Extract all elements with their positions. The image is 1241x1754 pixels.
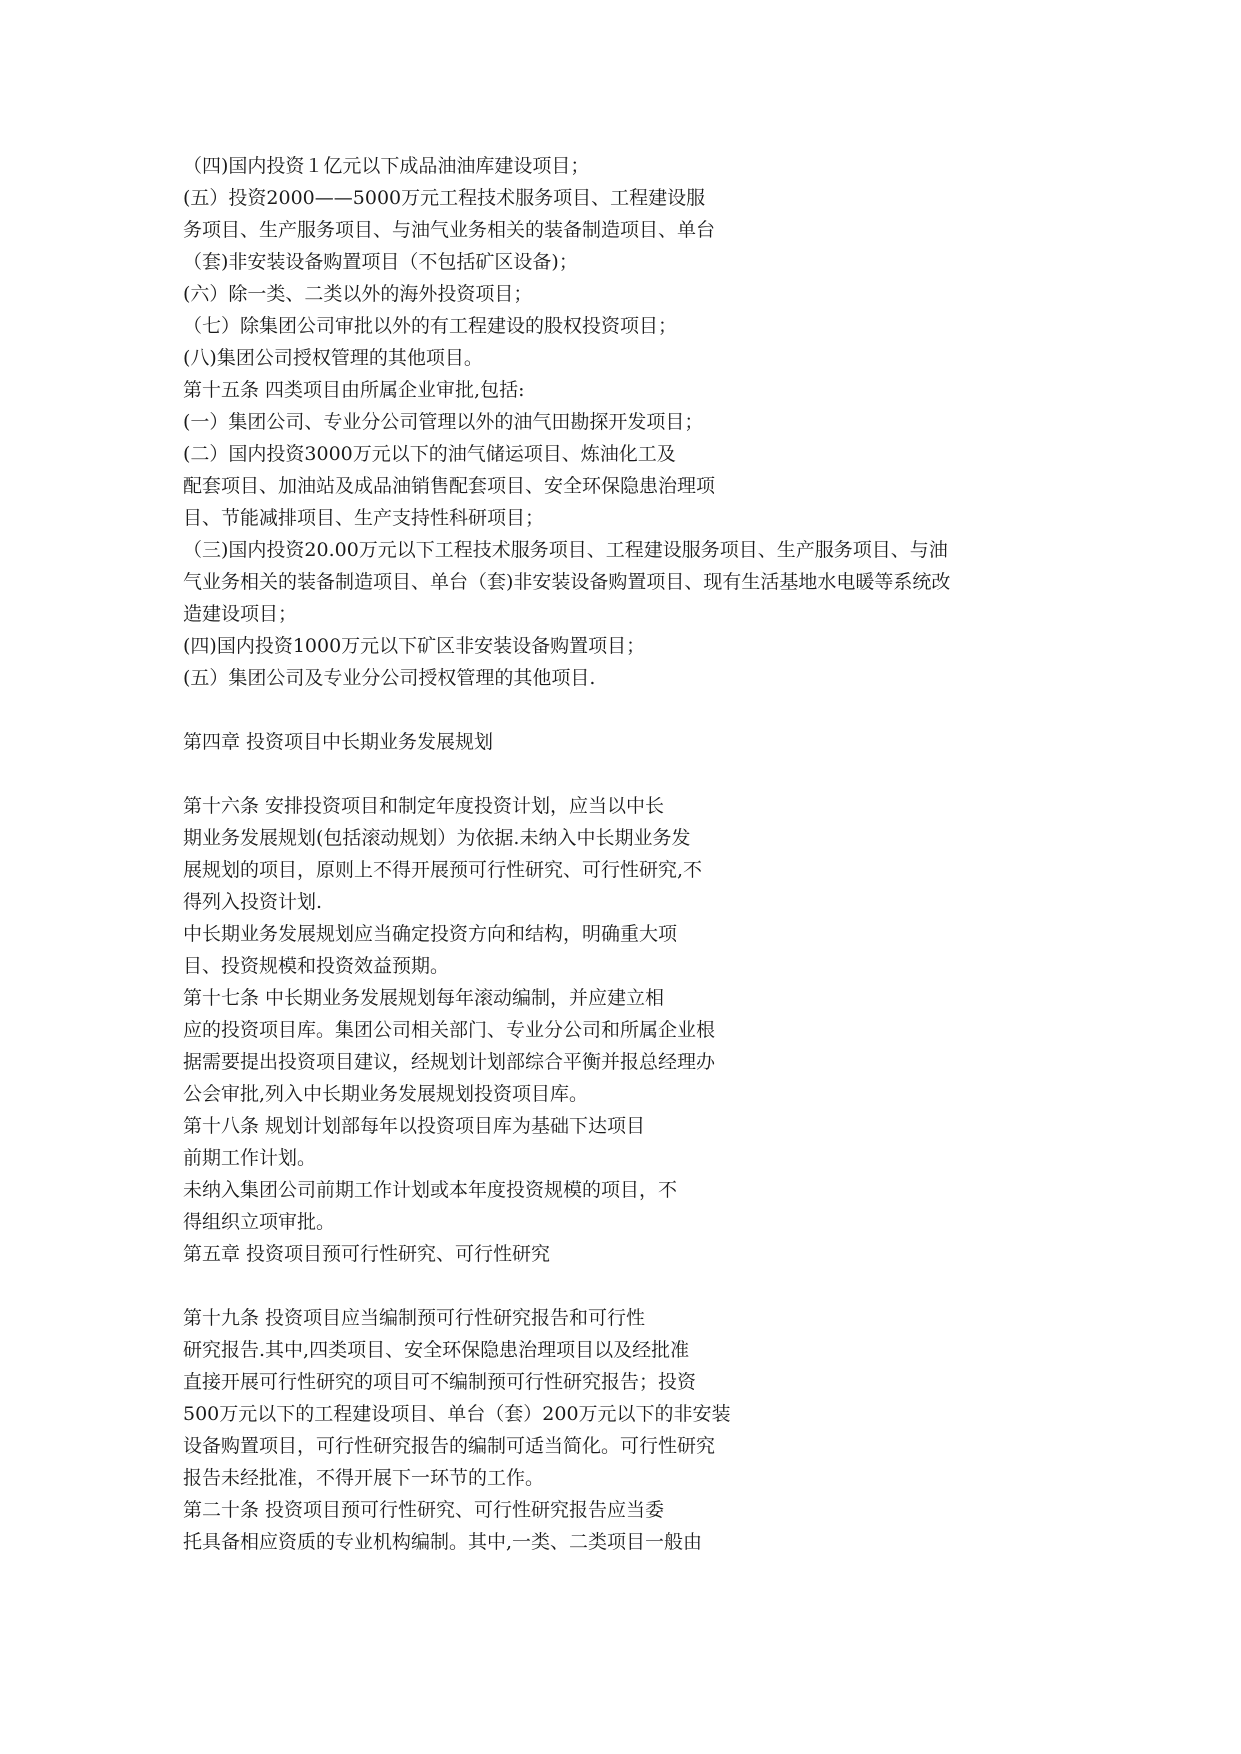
text-line: 期业务发展规划(包括滚动规划）为依据.未纳入中长期业务发 <box>183 827 691 849</box>
text-line: (五）集团公司及专业分公司授权管理的其他项目. <box>183 667 596 689</box>
text-line: 第十七条 中长期业务发展规划每年滚动编制，并应建立相 <box>183 987 665 1009</box>
text-line: （三)国内投资20.00万元以下工程技术服务项目、工程建设服务项目、生产服务项目、与油 <box>183 539 948 561</box>
text-line: 目、节能减排项目、生产支持性科研项目； <box>183 507 545 529</box>
text-line: (二）国内投资3000万元以下的油气储运项目、炼油化工及 <box>183 443 676 465</box>
text-line: 得组织立项审批。 <box>183 1211 336 1233</box>
text-line: 500万元以下的工程建设项目、单台（套）200万元以下的非安装 <box>183 1403 731 1425</box>
text-line: 配套项目、加油站及成品油销售配套项目、安全环保隐患治理项 <box>183 475 716 497</box>
text-line: 目、投资规模和投资效益预期。 <box>183 955 450 977</box>
text-line: (六）除一类、二类以外的海外投资项目； <box>183 283 533 305</box>
text-line: 未纳入集团公司前期工作计划或本年度投资规模的项目，不 <box>183 1179 678 1201</box>
text-line: 公会审批,列入中长期业务发展规划投资项目库。 <box>183 1083 589 1105</box>
text-line: （七）除集团公司审批以外的有工程建设的股权投资项目； <box>183 315 678 337</box>
blank-line <box>183 1270 1083 1302</box>
text-line: 中长期业务发展规划应当确定投资方向和结构，明确重大项 <box>183 923 678 945</box>
text-line: 托具备相应资质的专业机构编制。其中,一类、二类项目一般由 <box>183 1531 703 1553</box>
text-line: 第十九条 投资项目应当编制预可行性研究报告和可行性 <box>183 1307 646 1329</box>
text-line: 第十六条 安排投资项目和制定年度投资计划，应当以中长 <box>183 795 665 817</box>
text-line: 报告未经批准，不得开展下一环节的工作。 <box>183 1467 545 1489</box>
text-line: 得列入投资计划. <box>183 891 323 913</box>
text-line: 研究报告.其中,四类项目、安全环保隐患治理项目以及经批准 <box>183 1339 690 1361</box>
text-line: (五）投资2000——5000万元工程技术服务项目、工程建设服 <box>183 187 706 209</box>
text-line: (八)集团公司授权管理的其他项目。 <box>183 347 483 369</box>
text-line: 第十五条 四类项目由所属企业审批,包括: <box>183 379 525 401</box>
text-line: (一）集团公司、专业分公司管理以外的油气田勘探开发项目； <box>183 411 704 433</box>
text-line: 第二十条 投资项目预可行性研究、可行性研究报告应当委 <box>183 1499 665 1521</box>
text-line: （套)非安装设备购置项目（不包括矿区设备)； <box>183 251 578 273</box>
text-line: 直接开展可行性研究的项目可不编制预可行性研究报告；投资 <box>183 1371 697 1393</box>
text-line: （四)国内投资１亿元以下成品油油库建设项目； <box>183 155 590 177</box>
blank-line <box>183 758 1083 790</box>
text-line: 第四章 投资项目中长期业务发展规划 <box>183 731 494 753</box>
text-line: 造建设项目； <box>183 603 298 625</box>
text-line: 据需要提出投资项目建议，经规划计划部综合平衡并报总经理办 <box>183 1051 716 1073</box>
text-line: 前期工作计划。 <box>183 1147 317 1169</box>
text-line: 务项目、生产服务项目、与油气业务相关的装备制造项目、单台 <box>183 219 716 241</box>
text-line: 气业务相关的装备制造项目、单台（套)非安装设备购置项目、现有生活基地水电暖等系统改 <box>183 571 951 593</box>
text-line: 第五章 投资项目预可行性研究、可行性研究 <box>183 1243 551 1265</box>
text-line: 设备购置项目，可行性研究报告的编制可适当简化。可行性研究 <box>183 1435 716 1457</box>
text-line: 第十八条 规划计划部每年以投资项目库为基础下达项目 <box>183 1115 646 1137</box>
text-line: 展规划的项目，原则上不得开展预可行性研究、可行性研究,不 <box>183 859 703 881</box>
blank-line <box>183 694 1083 726</box>
text-line: 应的投资项目库。集团公司相关部门、专业分公司和所属企业根 <box>183 1019 716 1041</box>
text-line: (四)国内投资1000万元以下矿区非安装设备购置项目； <box>183 635 646 657</box>
document-body <box>183 150 1083 1558</box>
